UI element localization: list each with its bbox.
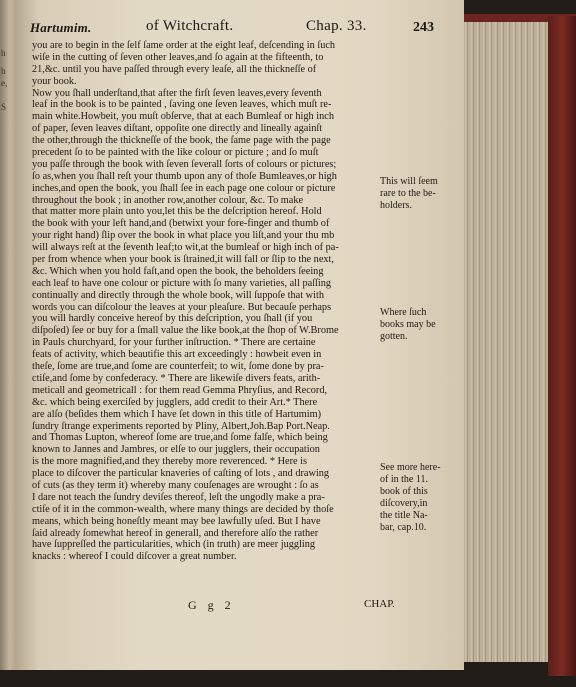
marginal-note-line: rare to the be- [380,187,436,199]
text-line: wiſe in the cutting of ſeven other leaves,and ſo again at the fifteenth, to [32,51,324,63]
prev-margin-char: S [1,102,7,112]
text-line: is the more magnified,and they thereby more reverenced. * Here is [32,456,308,468]
text-line: of cuts (as they term it) whereby many couſenages are wrought : ſo as [32,479,319,491]
text-line: continually and directly through the whole book, will ſuppoſe that with [32,289,324,301]
prev-margin-char: h [1,48,6,58]
text-line: place to diſcover the particular knaveries of caſting of lots , and drawing [32,468,330,480]
text-line: are alſo (beſides them which I have ſet down in this title of Hartumim) [32,408,322,420]
text-line: main white.Howbeit, you muſt obſerve, that at each Bumleaf or high inch [32,111,334,123]
marginal-note-line: This will ſeem [380,176,438,187]
text-line: the book with your left hand,and (betwixt your fore-finger and thumb of [32,218,330,230]
text-line: feats of activity, which beautifie this art exceedingly : howbeit even in [32,349,322,361]
marginal-note-line: diſcovery,in [380,497,428,509]
text-line: leaf in the book is to be painted , ſaving one ſeven leaves, which muſt re- [32,99,332,111]
body-text [32,40,377,563]
marginal-note [380,307,462,343]
text-line: have ſuppreſſed the particularities, which (in truth) are meer juggling [32,539,316,551]
text-line: ctiſe of it in the common-wealth, where many things are decided by thoſe [32,503,334,515]
text-line: diſpoſed) ſee or buy for a ſmall value the like book,at the ſhop of W.Brome [32,325,339,337]
marginal-note-line: gotten. [380,330,408,342]
text-line: ſo as,when you ſhall reſt your thumb upon any of thoſe Bumleaves,or high [32,170,337,182]
text-line: theſe, ſome are true,and ſome are counterfeit; to wit, ſome done by pra- [32,361,324,373]
text-line: you paſſe through the book with ſeven ſeverall ſorts of colours or pictures; [32,158,337,170]
text-line: ſaid already ſomewhat hereof in generall, and therefore alſo the rather [32,527,319,539]
text-line: will always reſt at the ſeventh leaf;to wit,at the bumleaf or high inch of pa- [32,242,339,254]
marginal-note [380,462,462,533]
book-page [16,0,464,670]
text-line: and Thomas Lupton, whereof ſome are true,and ſome falſe, which being [32,432,328,444]
text-line: your book. [32,75,77,87]
text-line: you will hardly conceive hereof by this deſcription, you ſhall (if you [32,313,313,325]
marginal-note-line: Where ſuch [380,307,427,318]
text-line: that matter more plain unto you,let this be the deſcription hereof. Hold [32,206,322,218]
book-cover-edge [548,16,576,676]
text-line: inches,and open the book, you ſhall ſee in each page one colour or picture [32,182,336,194]
marginal-note-line: books may be [380,318,436,330]
marginal-note-line: holders. [380,199,412,211]
text-line: knacks : whereof I could diſcover a great number. [32,551,237,563]
prev-margin-char: e, [1,78,8,88]
text-line: 21,&c. until you have paſſed through every leaſe, all the thickneſſe of [32,63,317,75]
text-line: throughout the book ; in another row,another colour, &c. To make [32,194,304,206]
marginal-note-line: of in the 11. [380,473,428,485]
page-block-edges [459,22,551,662]
text-line: words you can diſcolour the leaves at your pleaſure. But becauſe perhaps [32,301,332,313]
marginal-note-line: bar, cap.10. [380,521,427,533]
running-head [16,18,464,40]
text-line: &c. Which when you hold faſt,and open the book, the beholders ſeeing [32,265,324,277]
text-line: I dare not teach the ſundry deviſes thereof, leſt the ungodly make a pra- [32,491,325,503]
marginal-note-line: See more here- [380,462,441,473]
text-line: your right hand) ſlip over the book in what place you liſt,and your thu mb [32,230,335,242]
running-head-subject: of Witchcraft. [146,18,234,34]
text-line: meticall and geometricall : for them read Gemma Phryſius, and Record, [32,384,328,396]
prev-margin-char: h [1,66,6,76]
text-line: means, which being honeſtly meant may bee lawfully uſed. But I have [32,515,321,527]
text-line: Now you ſhall underſtand,that after the firſt ſeven leaves,every ſeventh [32,87,322,99]
text-line: of paper, ſeven leaves diſtant, oppoſite one directly and lineally againſt [32,123,323,135]
text-line: per from whence when your book is ſtrained,it will fall or ſlip to the next, [32,254,334,266]
text-line: the other,through the thickneſſe of the book, the ſame page with the page [32,135,331,147]
text-line: each leaf to have one colour or picture with ſo many varieties, all paſſing [32,277,332,289]
running-head-title: Hartumim. [30,20,92,35]
text-line: precedent ſo to be painted with the like colour or picture ; and ſo muſt [32,147,319,159]
page-number: 243 [413,20,434,35]
text-line: ſundry ſtrange experiments reported by Pliny, Albert,Joh.Bap Port.Neap. [32,420,330,432]
marginal-note-line: the title Na- [380,509,428,521]
running-head-chapter: Chap. 33. [306,18,367,34]
text-line: in Pauls churchyard, for your further inſtruction. * There are certaine [32,337,316,349]
text-line: you are to begin in the ſelf ſame order at the eight leaf, deſcending in ſuch [32,40,336,51]
previous-page-edge [0,0,16,670]
marginal-note-line: book of this [380,485,428,497]
marginal-note [380,176,462,212]
signature-mark: G g 2 [188,598,235,612]
text-line: &c. which being exerciſed by jugglers, add credit to their Art.* There [32,396,318,408]
text-line: known to Jannes and Jambres, or elſe to our jugglers, their occupation [32,444,320,456]
text-line: ctiſe,and ſome by confederacy. * There are likewiſe divers feats, arith- [32,372,321,384]
catchword: CHAP. [364,598,395,610]
